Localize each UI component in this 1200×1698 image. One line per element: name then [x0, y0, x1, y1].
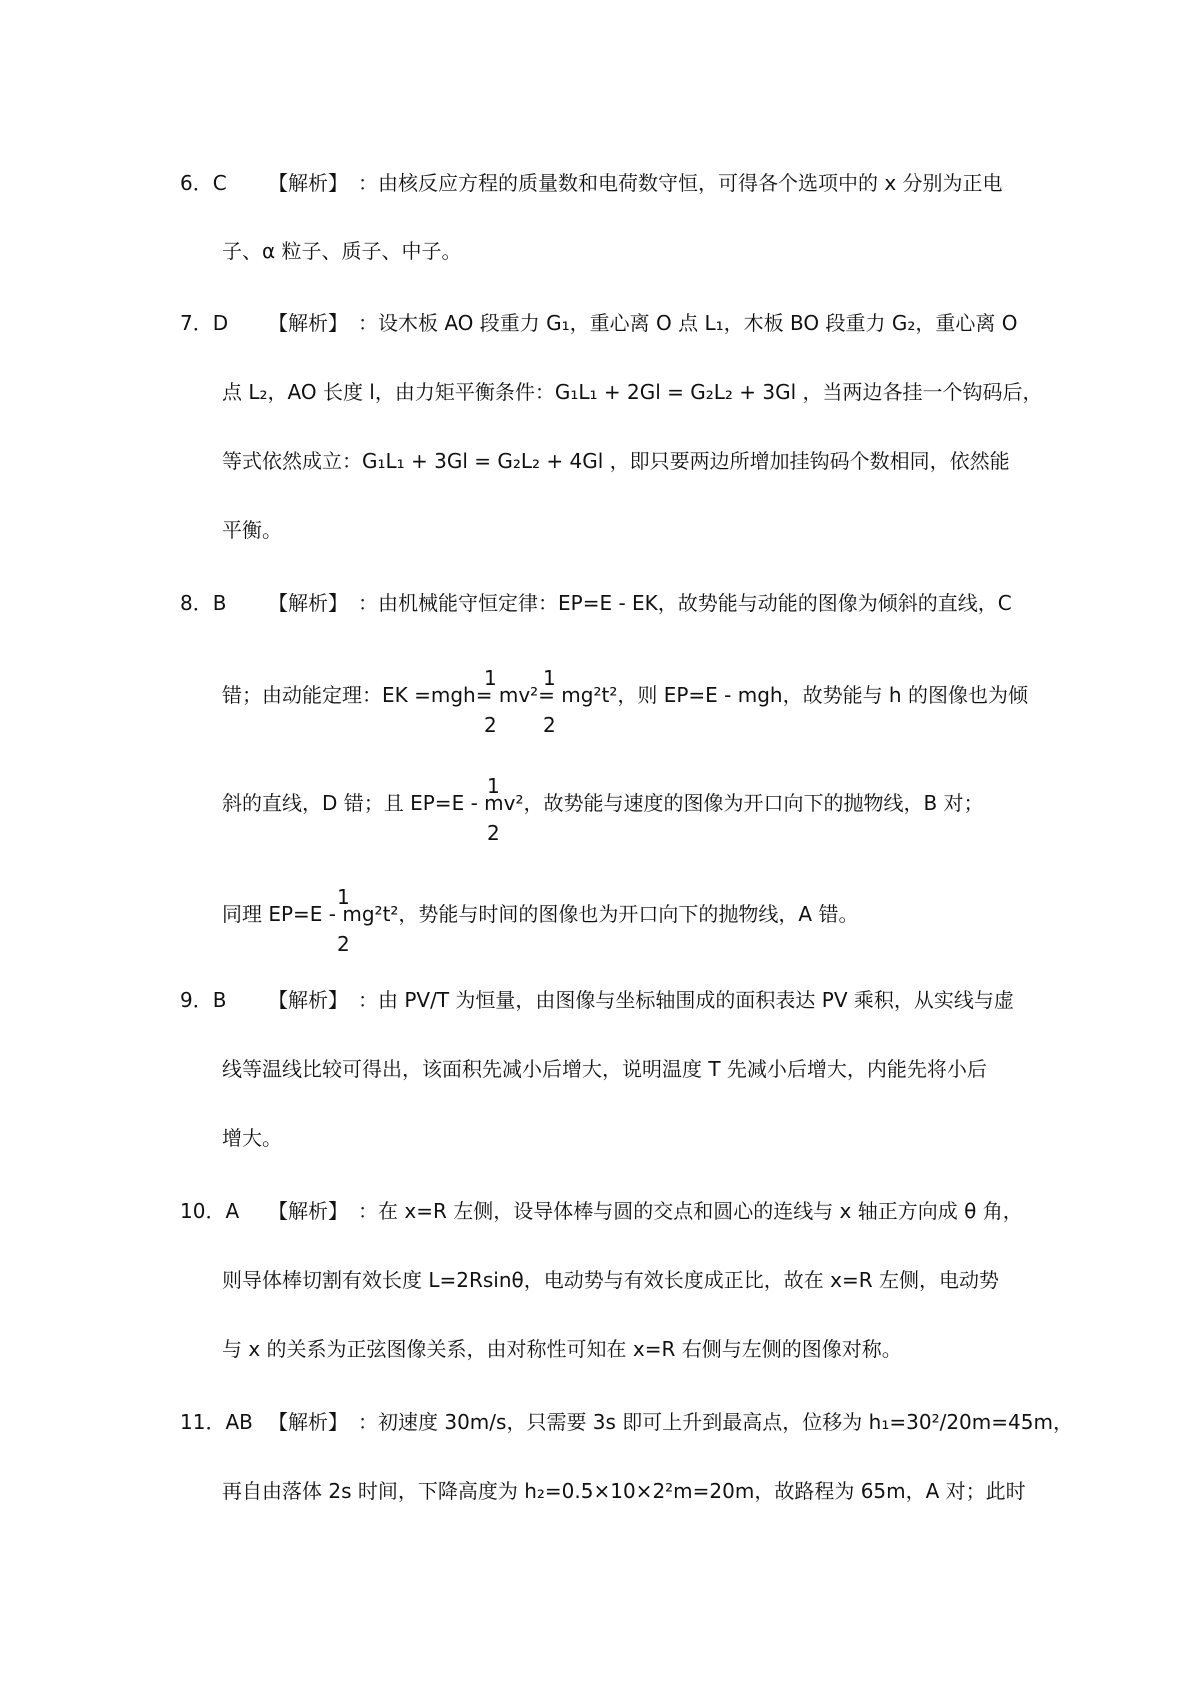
answer-label: 【解析】 — [268, 311, 348, 335]
fraction-numerator: 1 — [337, 885, 350, 909]
answer-number: 11．AB — [180, 1410, 253, 1434]
fraction-numerator: 1 — [484, 666, 497, 690]
answer-label: 【解析】 — [268, 988, 348, 1012]
answer-number: 8．B — [180, 591, 227, 615]
answer-10-line-2 — [0, 1265, 1200, 1295]
answer-text: 增大。 — [222, 1126, 282, 1150]
fraction-denominator: 2 — [487, 821, 500, 845]
answer-9-line-2 — [0, 1054, 1200, 1084]
answer-number: 9．B — [180, 988, 227, 1012]
answer-11-line-2 — [0, 1476, 1200, 1506]
answer-text: ：设木板 AO 段重力 G₁，重心离 O 点 L₁，木板 BO 段重力 G₂，重心离 O — [358, 311, 1018, 335]
answer-text: 则导体棒切割有效长度 L=2Rsinθ，电动势与有效长度成正比，故在 x=R 左侧，电动势 — [222, 1268, 999, 1292]
fraction-numerator: 1 — [487, 774, 500, 798]
answer-number: 7．D — [180, 311, 229, 335]
fraction-denominator: 2 — [543, 713, 556, 737]
answer-10-line-3 — [0, 1334, 1200, 1364]
answer-8-line-2 — [0, 646, 1200, 738]
answer-label: 【解析】 — [268, 591, 348, 615]
fraction-numerator: 1 — [543, 666, 556, 690]
answer-number: 10．A — [180, 1199, 240, 1223]
fraction-denominator: 2 — [337, 932, 350, 956]
answer-text: 线等温线比较可得出，该面积先减小后增大，说明温度 T 先减小后增大，内能先将小后 — [222, 1057, 987, 1081]
answer-text: ：由机械能守恒定律：EP=E - EK，故势能与动能的图像为倾斜的直线，C — [358, 591, 1012, 615]
answer-text: ：在 x=R 左侧，设导体棒与圆的交点和圆心的连线与 x 轴正方向成 θ 角， — [358, 1199, 1023, 1223]
answer-10-line-1 — [0, 1196, 1200, 1226]
answer-text: 等式依然成立：G₁L₁ + 3Gl = G₂L₂ + 4Gl ，即只要两边所增加挂钩码个数相同，依然能 — [222, 449, 1010, 473]
answer-9-line-1 — [0, 985, 1200, 1015]
answer-7-line-2 — [0, 377, 1200, 407]
answer-6-line-2 — [0, 236, 1200, 266]
answer-8-line-3 — [0, 754, 1200, 846]
answer-text: 错；由动能定理：EK =mgh= mv²= mg²t²，则 EP=E - mgh，故势能与 h 的图像也为倾 — [222, 683, 1028, 707]
answer-text: ：初速度 30m/s，只需要 3s 即可上升到最高点，位移为 h₁=30²/20m=45m， — [358, 1410, 1073, 1434]
answer-7-line-3 — [0, 446, 1200, 476]
answer-number: 6．C — [180, 171, 227, 195]
answer-label: 【解析】 — [268, 1410, 348, 1434]
answer-text: 点 L₂，AO 长度 l，由力矩平衡条件：G₁L₁ + 2Gl = G₂L₂ + 3Gl ，当两边各挂一个钩码后， — [222, 380, 1043, 404]
answer-text: 与 x 的关系为正弦图像关系，由对称性可知在 x=R 右侧与左侧的图像对称。 — [222, 1337, 902, 1361]
answer-text: 再自由落体 2s 时间，下降高度为 h₂=0.5×10×2²m=20m，故路程为 65m，A 对；此时 — [222, 1479, 1026, 1503]
answer-9-line-3 — [0, 1123, 1200, 1153]
answer-label: 【解析】 — [268, 1199, 348, 1223]
answer-7-line-1 — [0, 308, 1200, 338]
answer-8-line-4 — [0, 865, 1200, 957]
answer-text: 斜的直线，D 错；且 EP=E - mv²，故势能与速度的图像为开口向下的抛物线，B 对； — [222, 791, 984, 815]
answer-7-line-4 — [0, 515, 1200, 545]
answer-text: 同理 EP=E - mg²t²，势能与时间的图像也为开口向下的抛物线，A 错。 — [222, 902, 859, 926]
answer-6-line-1 — [0, 168, 1200, 198]
answer-text: 平衡。 — [222, 518, 282, 542]
answer-text: ：由核反应方程的质量数和电荷数守恒，可得各个选项中的 x 分别为正电 — [358, 171, 1003, 195]
answer-label: 【解析】 — [268, 171, 348, 195]
answer-8-line-1 — [0, 588, 1200, 618]
fraction-denominator: 2 — [484, 713, 497, 737]
answer-text: ：由 PV/T 为恒量，由图像与坐标轴围成的面积表达 PV 乘积，从实线与虚 — [358, 988, 1014, 1012]
answer-11-line-1 — [0, 1407, 1200, 1437]
answer-text: 子、α 粒子、质子、中子。 — [222, 239, 462, 263]
